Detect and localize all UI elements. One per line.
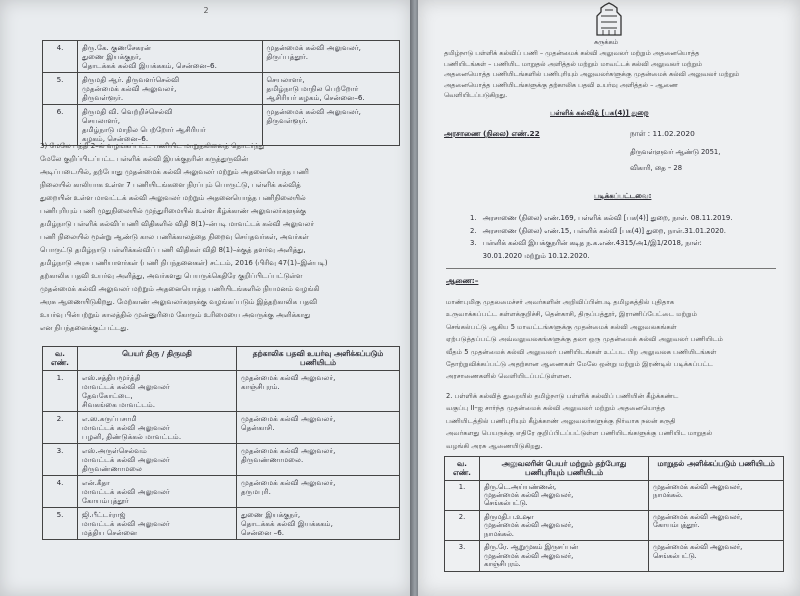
post-cell: செயலாளர், தமிழ்நாடு மாநில பெற்றோர் ஆசிரியர் கழகம், சென்னை–6.	[262, 73, 399, 105]
officer-name-cell: எஸ்.அருள்செல்வம் மாவட்டக் கல்வி அலுவலர் திருவண்ணாமலை	[78, 443, 237, 475]
reference-text: அரசாணை (நிலை) எண்.169, பள்ளிக் கல்வி [பக(4)] துறை, நாள். 08.11.2019.	[482, 214, 733, 222]
col-header-name: பெயர் திரு / திருமதி	[78, 347, 237, 371]
table-row	[43, 507, 400, 539]
officer-name-cell: ஜி.பீட்டர்ராஜ் மாவட்டக் கல்வி அலுவலர் மத்திய சென்னை	[78, 507, 237, 539]
serial-number-cell: 4.	[43, 41, 78, 73]
post-cell: துணை இயக்குநர், தொடக்கக் கல்வி இயக்ககம், சென்னை –6.	[237, 507, 400, 539]
table-row	[43, 475, 400, 507]
officer-table-continued	[42, 40, 400, 146]
officer-name-cell: திருமதி வி. வெற்றிச்செல்வி செயலாளர், தமிழ்நாடு மாநில பெற்றோர் ஆசிரியர் கழகம், சென்னை–6.	[78, 105, 263, 146]
order-paragraph-1: மாண்புமிகு முதலமைச்சர் அவர்களின் அறிவிப்பின்படி தமிழகத்தில் புதிதாக உருவாக்கப்பட்ட கள்ளக்குறிச்சி, தென்காசி, திருப்பத்தூர், இராணிப்பேட்டை மற்றும் செங்கல்பட்டு ஆகிய 5 மாவட்டங்களுக்கு முதன்மைக் கல்வி அலுவலகங்கள் ஏற்படுத்தப்பட்டு அவ்வலுவலகங்களுக்கு தலா ஒரு முதன்மைக் கல்வி அலுவலர் பணியிடம் வீதம் 5 முதன்மைக் கல்வி அலுவலர் பணியிடங்கள் உட்பட பிற அலுவலக பணியிடங்கள் தோற்றுவிக்கப்பட்டு அதற்கான ஆணைகள் மேலே ஒன்று மற்றும் இரண்டில் படிக்கப்பட்ட அரசாணைகளில் வெளியிடப்பட்டுள்ளன.	[446, 298, 723, 381]
serial-number-cell: 5.	[43, 507, 78, 539]
summary-text: தமிழ்நாடு பள்ளிக் கல்விப் பணி – முதன்மைக் கல்வி அலுவலர் மற்றும் அதனையொத்த பணியிடங்கள் – பணியிட மாறுதல் அளித்தல் மற்றும் மாவட்டக் கல்வி அலுவலர் மற்றும் அதனையொத்த பணியிடங்களில் பணிபுரியும் அலுவலர்களுக்கு முதன்மைக் கல்வி அலுவலர் மற்றும் அதனையொத்த பணியிடங்களுக்கு தற்காலிக பதவி உயர்வு அளித்தல் – ஆணை வெளியிடப்படுகிறது.	[444, 49, 740, 99]
officer-name-cell: திரு.டெ.அய்யண்ணன், முதன்மைக் கல்வி அலுவலர், செங்கல்பட்டு.	[480, 480, 649, 510]
tamil-year: திருவள்ளுவர் ஆண்டு 2051,	[630, 148, 721, 156]
serial-number-cell: 3.	[43, 443, 78, 475]
reference-number: 2.	[470, 226, 477, 235]
officer-name-cell: திருமதி ஆர். திருவளர்செல்வி முதன்மைக் கல்வி அலுவலர், திருவள்ளூர்.	[78, 73, 263, 105]
officer-name-cell: எஸ்.சத்தியமூர்த்தி மாவட்டக் கல்வி அலுவலர் தேவகோட்டை, சிவகங்கை மாவட்டம்.	[78, 370, 237, 411]
transfer-table	[444, 456, 784, 572]
department-title: பள்ளிக் கல்வித் [பக(4)] துறை	[550, 109, 649, 117]
officer-name-cell: எ.ஸ.கருப்பசாமி மாவட்டக் கல்வி அலுவலர் பழனி, திண்டுக்கல் மாவட்டம்.	[78, 411, 237, 443]
post-cell: முதன்மைக் கல்வி அலுவலர், செங்கல்பட்டு.	[649, 541, 784, 571]
page-number: 2	[203, 6, 209, 15]
reference-item	[470, 225, 782, 238]
post-cell: முதன்மைக் கல்வி அலுவலர், திருவண்ணாமலை.	[237, 443, 400, 475]
table-row	[445, 541, 784, 571]
paragraph-3: 3) மேலே பத்தி 2–ல் வழங்கப்பட்ட பணியிட மாறுதலினைத் தொடர்ந்து மேலே குறிப்பிடப்பட்ட பள்ளிக் கல்வி இயக்குநரின் கருத்துருவின் அடிப்படையில், தற்போது முதன்மைக் கல்வி அலுவலர் மற்றும் அதனையொத்த பணி நிலையில் காலியாக உள்ள 7 பணியிடங்களை நிரப்பும் பொருட்டு, பள்ளிக் கல்வித் துறையின் உள்ள மாவட்டக் கல்வி அலுவலர் மற்றும் அதனையொத்த பணிநிலையில் பணிபுரியும் பணி முதுநிலையில் முந்துரிமையில் உள்ள கீழ்க்காண் அலுவலர்களுக்கு தமிழ்நாடு பள்ளிக் கல்விப்பணி விதிகளில் விதி 8(1)–ன்படி மாவட்டக் கல்வி அலுவலர் பணி நிலையில் மூன்று ஆண்டு கால பணிக்காலத்தை நிறைவு செய்தவர்கள், அவர்கள் பொருட்டு தமிழ்நாடு பள்ளிக்கல்விப் பணி விதிகள் விதி 8(1)–க்குத் தளர்வு அளித்து, தமிழ்நாடு அரசு பணியாளர்கள் (பணி நிபந்தனைகள்) சட்டம், 2016 (பிரிவு 47(1)–இன்படி) தற்காலிக பதவி உயர்வு அளித்து, அவர்களது பெயருக்கெதிரே குறிப்பிடப்பட்டுள்ள முதன்மைக் கல்வி அலுவலர் மற்றும் அதனையொத்த பணியிடங்களில் நியமனம் வழங்கி அரசு ஆணையிடுகிறது. மேற்காண் அலுவலர்களுக்கு வழங்கப்படும் இத்தற்காலிக பதவி உயர்வு பின்பற்றும் காலத்தில் முன்னுரிமை கோரும் உரிமையை அவருக்கு அளிக்காது என நிபந்தனைக்குட்பட்டது.	[40, 142, 328, 332]
post-cell: முதன்மைக் கல்வி அலுவலர், திருவள்ளூர்.	[262, 105, 399, 146]
col-header-sno: வ. எண்.	[445, 457, 480, 481]
serial-number-cell: 6.	[43, 105, 78, 146]
post-cell: முதன்மைக் கல்வி அலுவலர், கோயம்புத்தூர்.	[649, 510, 784, 540]
go-date: நாள் : 11.02.2020	[630, 129, 695, 138]
serial-number-cell: 1.	[43, 370, 78, 411]
reference-item	[470, 212, 782, 225]
officer-name-cell: திரு.கே. குணசேகரன் துணை இயக்குநர், தொடக்கக் கல்வி இயக்ககம், சென்னை–6.	[78, 41, 263, 73]
go-number: அரசாணை (நிலை) எண்.22	[444, 129, 540, 138]
officer-name-cell: என்.கீதா மாவட்டக் கல்வி அலுவலர் கோயம்புத்தூர்	[78, 475, 237, 507]
table-row	[43, 41, 400, 73]
reference-text: அரசாணை (நிலை) எண்.15, பள்ளிக் கல்வி [பக(4)] துறை, நாள்.31.01.2020.	[482, 226, 726, 235]
reference-number: 1.	[470, 214, 477, 222]
serial-number-cell: 5.	[43, 73, 78, 105]
officer-name-cell: திருமதி.ப.உஷா முதன்மைக் கல்வி அலுவலர், நாமக்கல்.	[480, 510, 649, 540]
divider-line	[446, 268, 776, 269]
reference-item	[470, 237, 782, 262]
post-cell: முதன்மைக் கல்வி அலுவலர், திருப்பத்தூர்.	[262, 41, 399, 73]
serial-number-cell: 1.	[445, 480, 480, 510]
col-header-post: தற்காலிக பதவி உயர்வு அளிக்கப்படும் பணியிடம்	[237, 347, 400, 371]
references-title: படிக்கப்பட்டவை:	[594, 192, 652, 200]
order-paragraph-2: 2. பள்ளிக் கல்வித் துறையில் தமிழ்நாடு பள்ளிக் கல்விப் பணியின் கீழ்க்கண்ட வகுப்பு II–ஐ சார்ந்த முதன்மைக் கல்வி அலுவலர் மற்றும் அதனையொத்த பணியிடத்தில் பணிபுரியும் கீழ்க்காண் அலுவலர்களுக்கு நிர்வாக நலன் கருதி அவர்களது பெயருக்கு எதிரே குறிப்பிடப்பட்டுள்ள பணியிடங்களுக்கு பணியிட மாறுதல் வழங்கி அரசு ஆணையிடுகிறது.	[446, 392, 713, 450]
col-header-sno: வ. எண்.	[43, 347, 78, 371]
table-row	[43, 443, 400, 475]
col-header-officer: அலுவலரின் பெயர் மற்றும் தற்போது பணிபுரியும் பணியிடம்	[480, 457, 649, 481]
table-row	[43, 73, 400, 105]
promotion-table	[42, 346, 400, 540]
tamil-nadu-emblem-icon	[589, 2, 629, 36]
post-cell: முதன்மைக் கல்வி அலுவலர், தருமபுரி.	[237, 475, 400, 507]
serial-number-cell: 4.	[43, 475, 78, 507]
summary-heading: சுருக்கம்	[594, 38, 619, 46]
officer-name-cell: திரு.ரே. ஆறுமுகம் இருசப்பன் முதன்மைக் கல்வி அலுவலர், காஞ்சிபுரம்.	[480, 541, 649, 571]
table-row	[445, 480, 784, 510]
table-row	[445, 510, 784, 540]
post-cell: முதன்மைக் கல்வி அலுவலர், நாமக்கல்.	[649, 480, 784, 510]
post-cell: முதன்மைக் கல்வி அலுவலர், தென்காசி.	[237, 411, 400, 443]
table-row	[43, 411, 400, 443]
serial-number-cell: 2.	[43, 411, 78, 443]
right-document-page	[418, 0, 800, 596]
order-title: ஆணை:–	[446, 276, 479, 285]
references-list	[470, 212, 782, 262]
tamil-month: விகாரி, தை – 28	[630, 164, 683, 172]
reference-number: 3.	[470, 239, 477, 247]
post-cell: முதன்மைக் கல்வி அலுவலர், காஞ்சிபுரம்.	[237, 370, 400, 411]
reference-text: பள்ளிக் கல்வி இயக்குநரின் கடித ந.க.எண்.4315/அ1/இ1/2018, நாள்: 30.01.2020 மற்றும் 10.12.2020.	[482, 239, 702, 260]
serial-number-cell: 3.	[445, 541, 480, 571]
table-row	[43, 370, 400, 411]
col-header-transfer-post: மாறுதல் அளிக்கப்படும் பணியிடம்	[649, 457, 784, 481]
serial-number-cell: 2.	[445, 510, 480, 540]
